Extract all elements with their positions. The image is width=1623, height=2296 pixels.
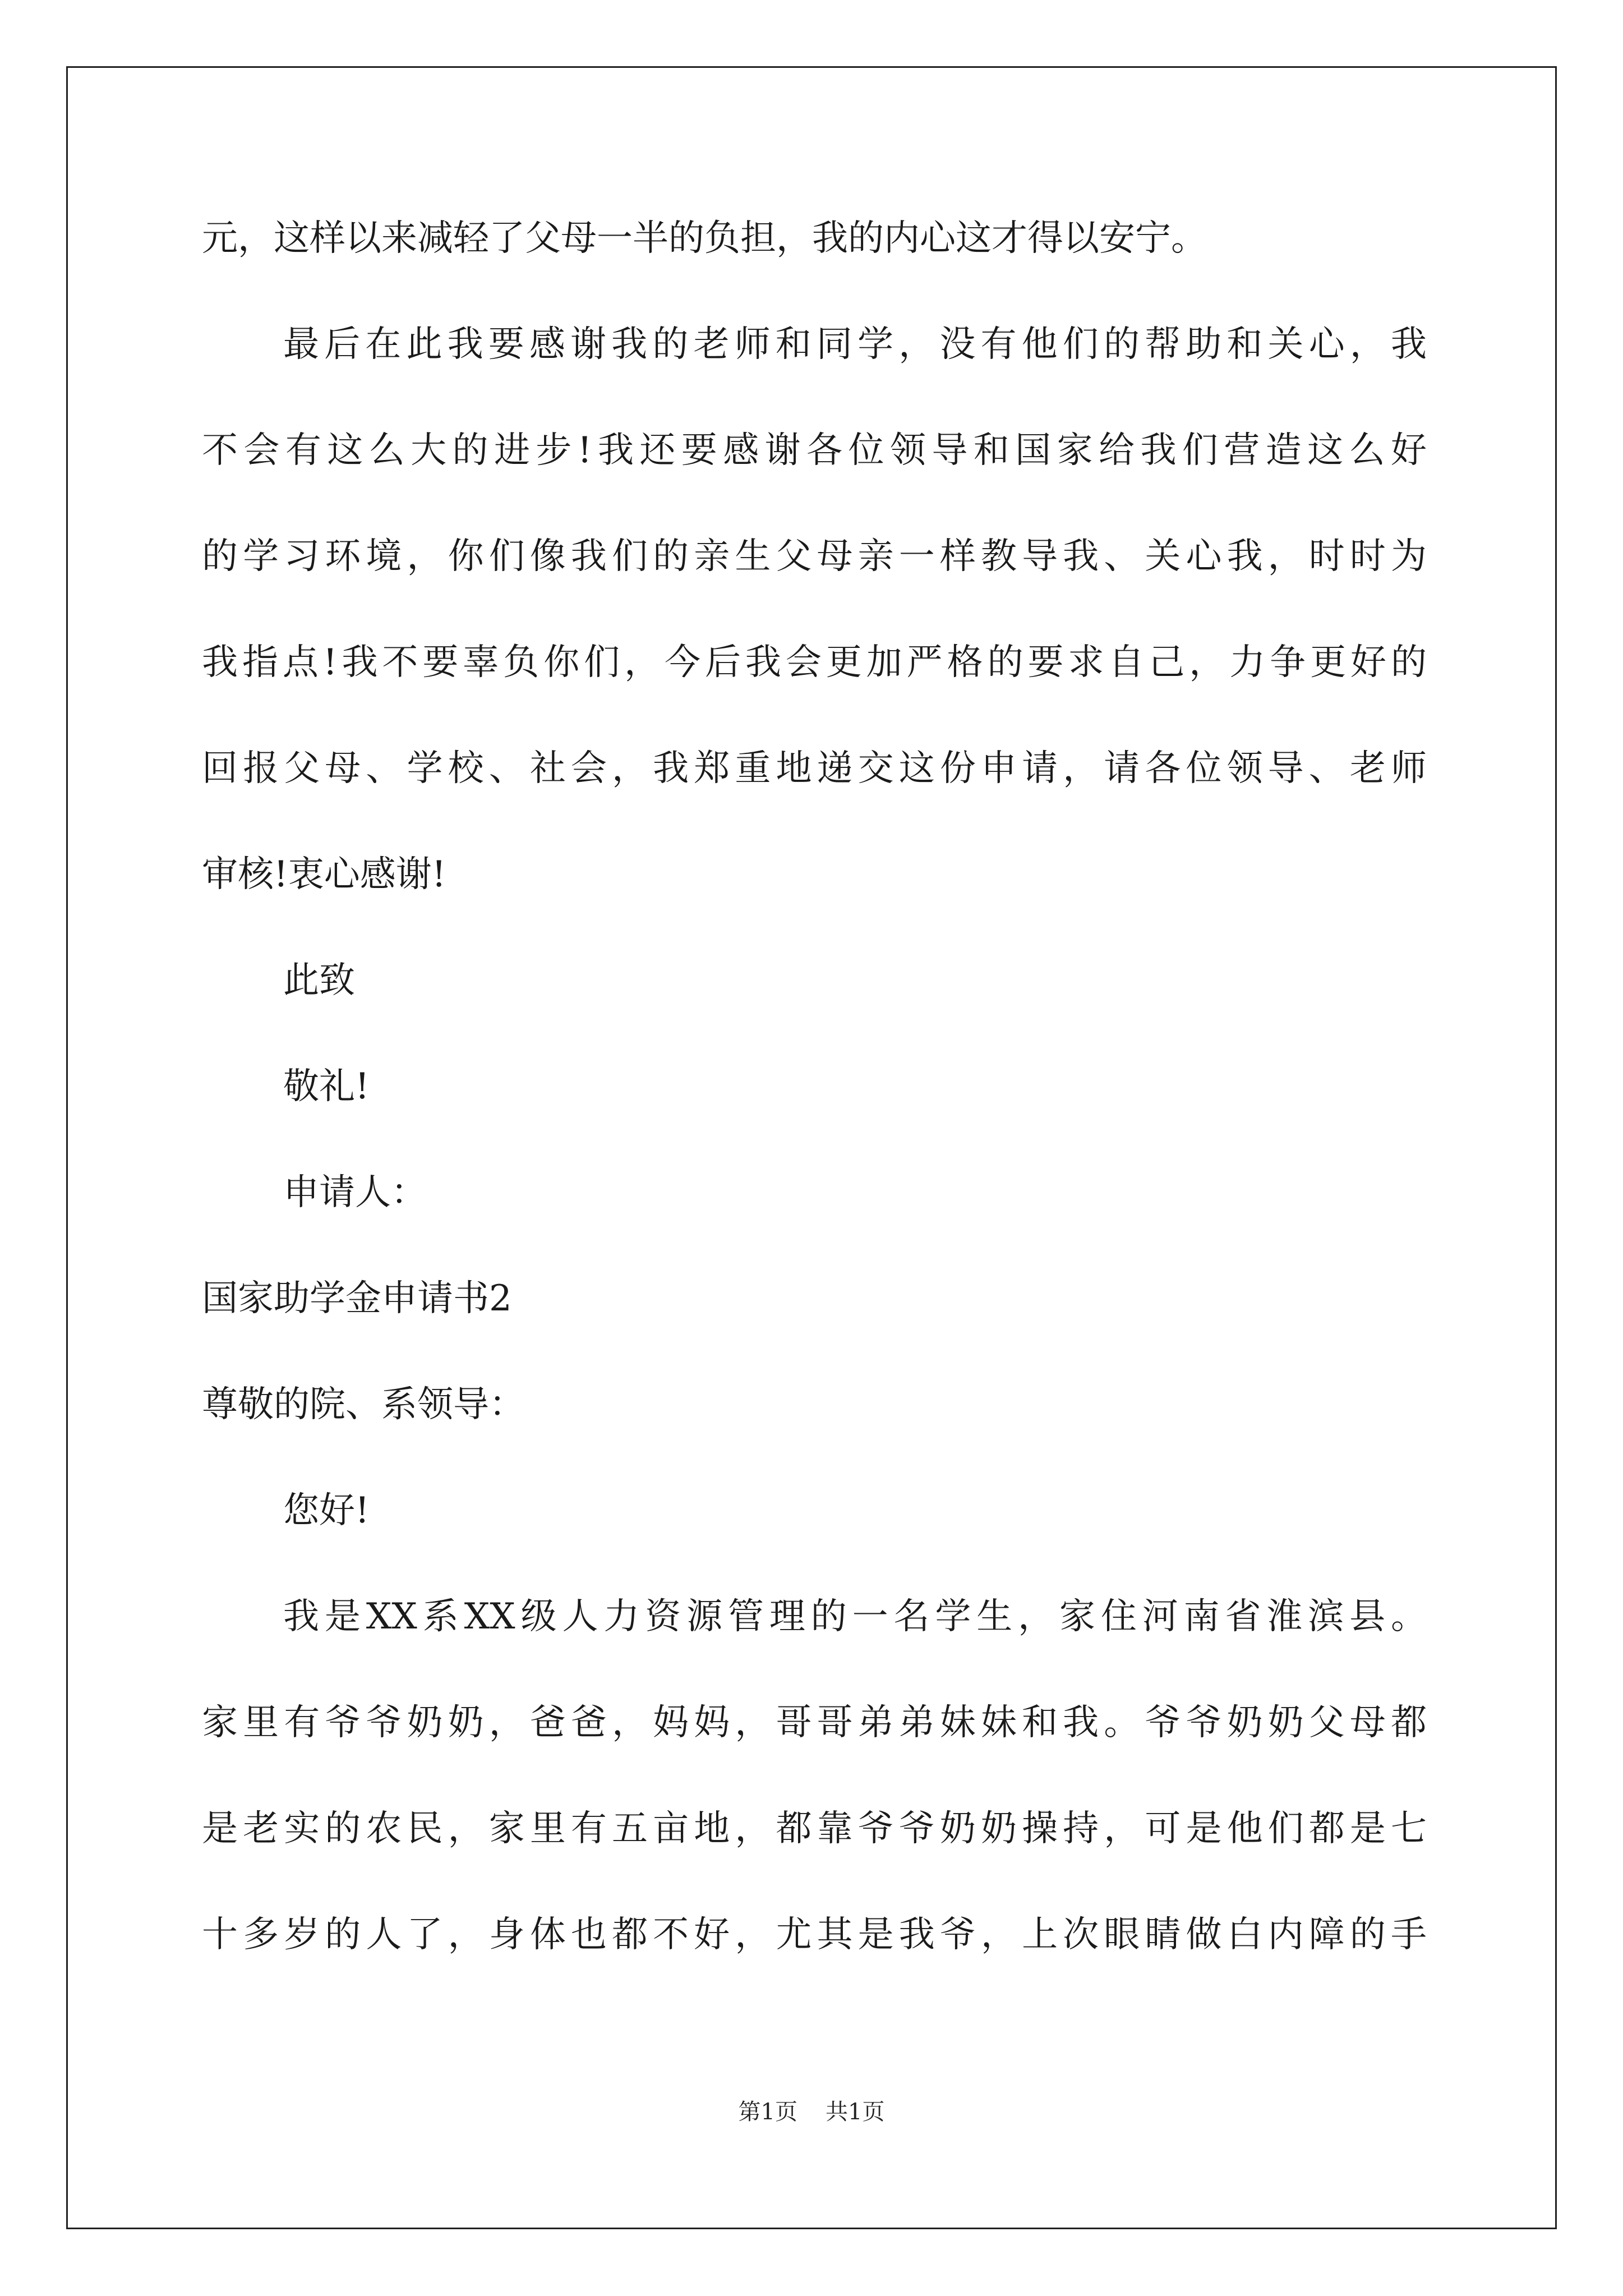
page-footer (0, 2098, 1623, 2126)
paragraph-line: 回报父母、学校、社会，我郑重地递交这份申请，请各位领导、老师 (202, 748, 1427, 789)
paragraph-line: 最后在此我要感谢我的老师和同学，没有他们的帮助和关心，我 (283, 324, 1427, 365)
paragraph-line: 不会有这么大的进步!我还要感谢各位领导和国家给我们营造这么好 (202, 430, 1427, 471)
applicant-label: 申请人： (283, 1172, 427, 1213)
paragraph-line: 元，这样以来减轻了父母一半的负担，我的内心这才得以安宁。 (202, 218, 1207, 259)
greeting: 您好! (283, 1490, 370, 1531)
paragraph-line: 十多岁的人了，身体也都不好，尤其是我爷，上次眼睛做白内障的手 (202, 1914, 1427, 1955)
greeting-addressee: 尊敬的院、系领导： (202, 1384, 525, 1425)
paragraph-line: 我是XX系XX级人力资源管理的一名学生，家住河南省淮滨县。 (283, 1596, 1427, 1637)
page-number-current: 第1页 (738, 2099, 797, 2125)
page-border (66, 66, 1557, 2229)
closing-salutation: 此致 (283, 960, 355, 1001)
paragraph-line: 的学习环境，你们像我们的亲生父母亲一样教导我、关心我，时时为 (202, 536, 1427, 577)
paragraph-line: 是老实的农民，家里有五亩地，都靠爷爷奶奶操持，可是他们都是七 (202, 1808, 1427, 1849)
closing-regards: 敬礼! (283, 1066, 370, 1107)
paragraph-line: 我指点!我不要辜负你们，今后我会更加严格的要求自己，力争更好的 (202, 642, 1427, 683)
paragraph-line: 审核!衷心感谢! (202, 854, 446, 895)
paragraph-line: 家里有爷爷奶奶，爸爸，妈妈，哥哥弟弟妹妹和我。爷爷奶奶父母都 (202, 1702, 1427, 1743)
page-number-total: 共1页 (826, 2099, 885, 2125)
section-title: 国家助学金申请书2 (202, 1278, 512, 1319)
